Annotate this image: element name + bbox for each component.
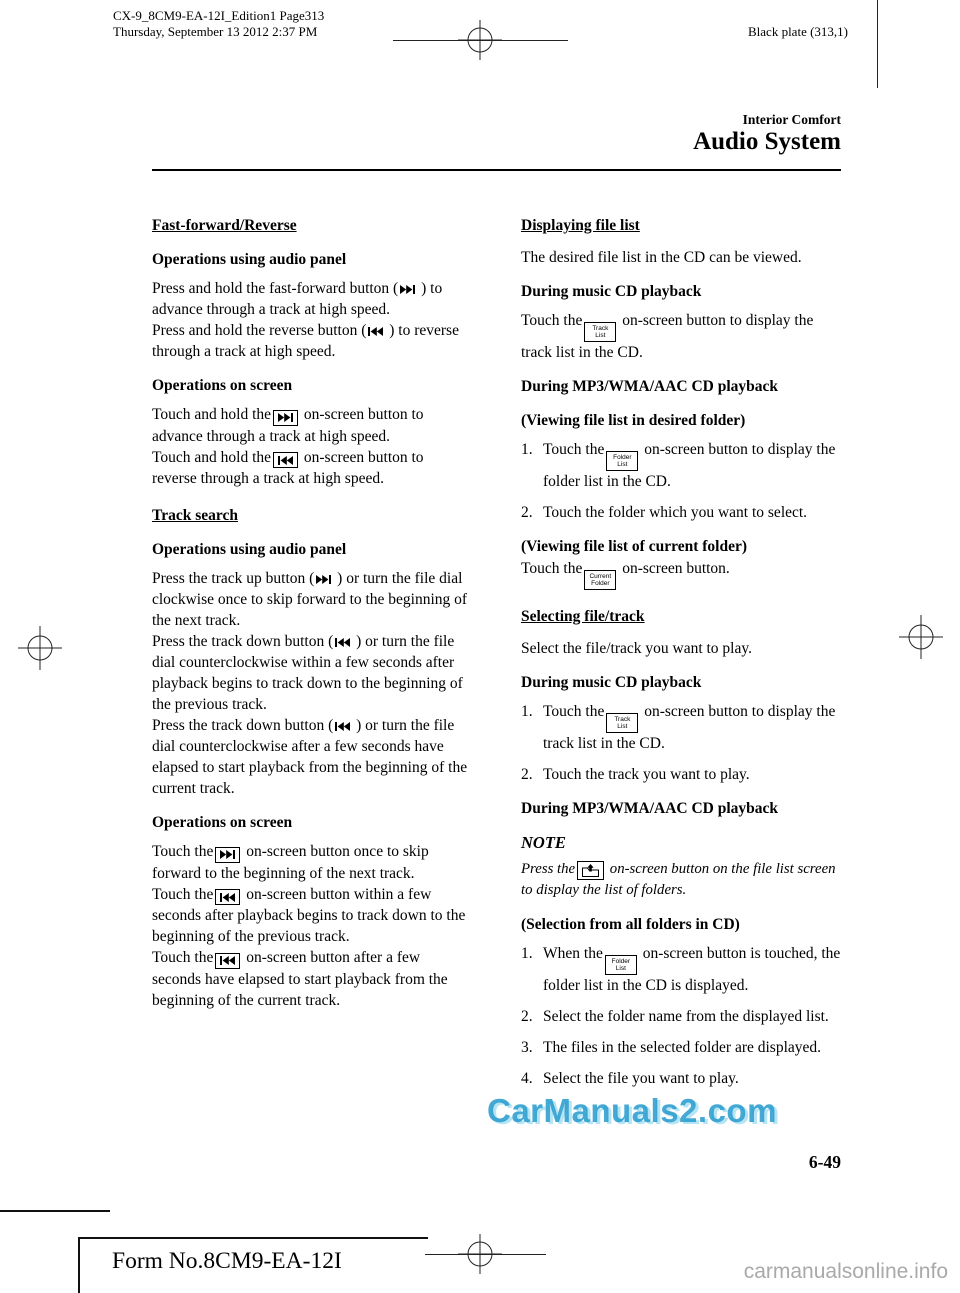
icon-label: List <box>617 723 628 730</box>
folder-up-onscreen-button-icon <box>577 861 604 880</box>
sub-heading: Operations using audio panel <box>152 251 347 268</box>
item-number: 1. <box>521 944 533 962</box>
item-number: 3. <box>521 1038 533 1056</box>
item-text: When the Folder List on-screen button is touched, the folder list in the CD is displayed. <box>543 944 841 994</box>
paragraph: Select the file/track you want to play. <box>521 640 752 657</box>
item-text: Select the file you want to play. <box>543 1069 739 1087</box>
paragraph: Press and hold the fast-forward button ( ) to advance through a track at high speed. Press and hold the reverse button ( ) to reverse through a track at high speed. <box>152 280 459 360</box>
plate-label: Black plate (313,1) <box>748 24 848 39</box>
numbered-item <box>521 502 842 523</box>
item-text: Select the folder name from the displayed list. <box>543 1007 829 1025</box>
fast-forward-button-icon <box>316 575 331 584</box>
header-rule <box>152 169 841 171</box>
section-label: Interior Comfort <box>742 112 841 127</box>
watermark-corner: carmanualsonline.info <box>743 1260 948 1283</box>
numbered-item <box>521 1068 842 1089</box>
sub-heading: (Selection from all folders in CD) <box>521 915 740 933</box>
folder-list-onscreen-button-icon <box>606 451 638 471</box>
numbered-item <box>521 701 842 754</box>
item-number: 2. <box>521 1007 533 1025</box>
fast-forward-button-icon <box>400 285 415 294</box>
print-header <box>113 8 324 40</box>
print-header-line1: CX-9_8CM9-EA-12I_Edition1 Page313 <box>113 8 325 23</box>
section-heading: Fast-forward/Reverse <box>152 217 297 234</box>
icon-label: List <box>595 332 606 339</box>
fast-forward-onscreen-button-icon <box>273 410 298 426</box>
content-column-right <box>521 215 842 1099</box>
sub-heading: Operations on screen <box>152 814 293 831</box>
numbered-item <box>521 943 842 996</box>
item-text: The files in the selected folder are displayed. <box>543 1038 822 1056</box>
reverse-onscreen-button-icon <box>215 889 240 905</box>
item-number: 2. <box>521 766 533 783</box>
paragraph: The desired file list in the CD can be viewed. <box>521 249 802 266</box>
paragraph: Touch the Track List on-screen button to display the track list in the CD. <box>521 312 814 361</box>
paragraph: Touch the Current Folder on-screen button. <box>521 558 842 590</box>
numbered-item <box>521 439 842 492</box>
sub-heading: During MP3/WMA/AAC CD playback <box>521 378 779 395</box>
icon-label: List <box>615 964 626 972</box>
item-text: Touch the Folder List on-screen button to display the folder list in the CD. <box>543 441 836 490</box>
bottom-left-trim-mark <box>78 1238 80 1293</box>
reverse-onscreen-button-icon <box>273 452 298 468</box>
bottom-left-trim-line <box>78 1237 428 1239</box>
section-heading: Selecting file/track <box>521 608 645 625</box>
registration-mark-bottom <box>458 1232 502 1276</box>
icon-label: Folder <box>591 580 610 587</box>
watermark-center: CarManuals2.com <box>487 1092 777 1129</box>
folder-list-onscreen-button-icon <box>605 955 637 975</box>
note-paragraph: Press the on-screen button on the file list screen to display the list of folders. <box>521 861 836 898</box>
icon-label: Current <box>589 573 612 580</box>
sub-heading: During MP3/WMA/AAC CD playback <box>521 800 779 817</box>
icon-label: Track <box>592 325 609 332</box>
reverse-button-icon <box>335 722 350 731</box>
sub-heading: During music CD playback <box>521 283 702 300</box>
item-text: Touch the track you want to play. <box>543 766 750 783</box>
page-number: 6-49 <box>808 1152 841 1172</box>
bottom-left-edge-mark <box>0 1210 110 1212</box>
registration-mark-top <box>458 18 502 62</box>
print-header-line2: Thursday, September 13 2012 2:37 PM <box>113 24 318 39</box>
sub-heading: Operations using audio panel <box>152 541 347 558</box>
paragraph: Touch and hold the on-screen button to advance through a track at high speed. Touch and hold the on-screen button to reverse through a track at high speed. <box>152 406 424 487</box>
icon-label: Folder <box>611 957 631 965</box>
numbered-item <box>521 764 842 785</box>
item-number: 2. <box>521 504 533 521</box>
reverse-button-icon <box>335 638 350 647</box>
sub-heading: During music CD playback <box>521 674 702 691</box>
item-text: Touch the Track List on-screen button to display the track list in the CD. <box>543 703 836 752</box>
sub-heading: Operations on screen <box>152 377 293 394</box>
item-number: 1. <box>521 703 533 720</box>
paragraph: Touch the on-screen button once to skip forward to the beginning of the next track. Touch the on-screen button within a few seconds after playback begins to track down to the beginning of the previous track. Touch the on-screen button after a few seconds have elapsed to start playback from the beginning of the current track. <box>152 843 466 1009</box>
form-number: Form No.8CM9-EA-12I <box>112 1248 342 1274</box>
icon-label: Track <box>614 716 631 723</box>
reverse-button-icon <box>368 327 383 336</box>
top-right-trim-mark <box>877 0 878 88</box>
page-title: Audio System <box>693 128 841 155</box>
section-heading: Displaying file list <box>521 217 640 234</box>
item-text: Touch the folder which you want to select. <box>543 504 808 521</box>
track-list-onscreen-button-icon <box>584 322 616 342</box>
reverse-onscreen-button-icon <box>215 953 240 969</box>
icon-label: Folder <box>613 454 632 461</box>
sub-heading: (Viewing file list of current folder) <box>521 538 747 555</box>
current-folder-onscreen-button-icon <box>584 570 616 590</box>
numbered-item <box>521 1006 842 1027</box>
item-number: 4. <box>521 1069 533 1087</box>
numbered-item <box>521 1037 842 1058</box>
registration-mark-right <box>899 615 943 659</box>
note-heading: NOTE <box>521 833 566 852</box>
content-column-left <box>152 215 470 1014</box>
paragraph: Press the track up button ( ) or turn the file dial clockwise once to skip forward to the beginning of the next track. Press the track down button ( ) or turn the file dial counterclockwise within a few seconds after playback begins to track down to the beginning of the previous track. Press the track down button ( ) or turn the file dial counterclockwise after a few seconds have elapsed to start playback from the beginning of the current track. <box>152 570 468 797</box>
sub-heading: (Viewing file list in desired folder) <box>521 412 746 429</box>
track-list-onscreen-button-icon <box>606 713 638 733</box>
fast-forward-onscreen-button-icon <box>215 847 240 863</box>
section-heading: Track search <box>152 507 238 524</box>
item-number: 1. <box>521 441 533 458</box>
icon-label: List <box>617 461 628 468</box>
registration-mark-left <box>18 626 62 670</box>
